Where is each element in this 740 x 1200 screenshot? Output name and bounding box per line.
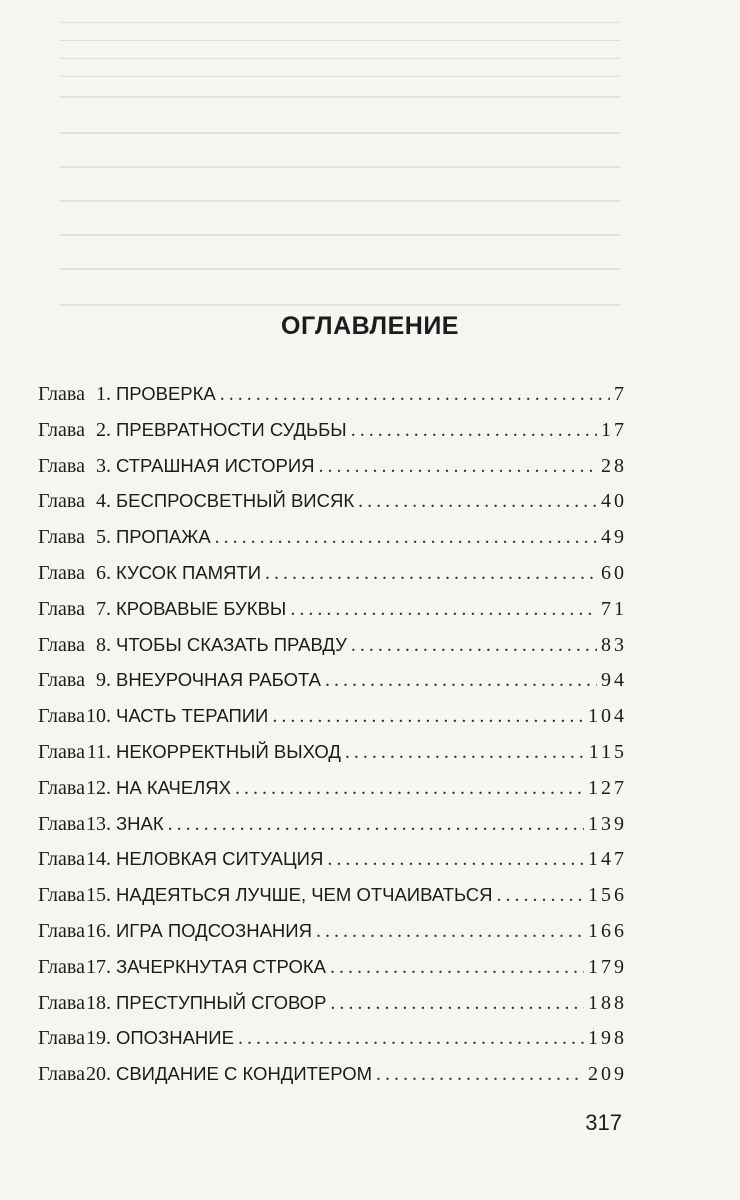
toc-entry xyxy=(38,734,627,770)
dot-leader xyxy=(168,807,584,843)
table-of-contents xyxy=(38,376,627,1092)
chapter-page: 60 xyxy=(601,561,627,584)
chapter-number: 13. xyxy=(85,812,111,835)
dot-leader xyxy=(325,663,597,699)
chapter-number: 6. xyxy=(95,561,111,584)
chapter-prefix: Глава xyxy=(38,705,85,728)
chapter-title: ОПОЗНАНИЕ xyxy=(115,1027,234,1049)
toc-entry xyxy=(38,627,627,663)
chapter-title: КУСОК ПАМЯТИ xyxy=(115,561,261,583)
dot-leader xyxy=(351,628,597,664)
chapter-number: 7. xyxy=(95,597,111,620)
dot-leader xyxy=(358,484,597,520)
chapter-page: 179 xyxy=(588,955,627,978)
chapter-title: ЗНАК xyxy=(115,812,164,834)
toc-entry xyxy=(38,985,627,1021)
chapter-page: 115 xyxy=(588,740,627,763)
chapter-number: 19. xyxy=(85,1027,111,1050)
contents-heading: ОГЛАВЛЕНИЕ xyxy=(281,312,459,340)
chapter-title: ВНЕУРОЧНАЯ РАБОТА xyxy=(115,669,322,691)
chapter-page: 17 xyxy=(601,418,627,441)
toc-entry xyxy=(38,913,627,949)
chapter-number: 12. xyxy=(85,776,111,799)
dot-leader xyxy=(319,449,597,485)
chapter-page: 40 xyxy=(601,490,627,513)
chapter-number: 4. xyxy=(95,490,111,513)
chapter-number: 9. xyxy=(95,669,111,692)
toc-entry xyxy=(38,555,627,591)
chapter-page: 28 xyxy=(601,454,627,477)
dot-leader xyxy=(376,1057,584,1093)
toc-entry xyxy=(38,483,627,519)
toc-entry xyxy=(38,412,627,448)
chapter-number: 17. xyxy=(85,955,111,978)
toc-entry xyxy=(38,806,627,842)
toc-entry xyxy=(38,662,627,698)
chapter-prefix: Глава xyxy=(38,490,85,513)
chapter-number: 16. xyxy=(85,919,111,942)
chapter-title: СТРАШНАЯ ИСТОРИЯ xyxy=(115,454,315,476)
dot-leader xyxy=(238,1021,584,1057)
chapter-page: 49 xyxy=(601,526,627,549)
chapter-number: 14. xyxy=(85,848,111,871)
chapter-prefix: Глава xyxy=(38,884,85,907)
chapter-prefix: Глава xyxy=(38,597,85,620)
chapter-number: 18. xyxy=(85,991,111,1014)
chapter-prefix: Глава xyxy=(38,848,85,871)
dot-leader xyxy=(272,699,584,735)
toc-entry xyxy=(38,949,627,985)
dot-leader xyxy=(327,842,584,878)
chapter-number: 1. xyxy=(95,383,111,405)
chapter-page: 209 xyxy=(588,1063,627,1086)
chapter-title: ЧАСТЬ ТЕРАПИИ xyxy=(115,705,269,727)
dot-leader xyxy=(265,556,597,592)
chapter-title: НА КАЧЕЛЯХ xyxy=(115,776,232,798)
chapter-number: 15. xyxy=(85,884,111,907)
dot-leader xyxy=(290,592,597,628)
toc-entry xyxy=(38,841,627,877)
toc-entry xyxy=(38,591,627,627)
chapter-prefix: Глава xyxy=(38,776,85,799)
chapter-number: 10. xyxy=(85,705,111,728)
chapter-page: 7 xyxy=(614,383,627,405)
dot-leader xyxy=(235,771,584,807)
chapter-prefix: Глава xyxy=(38,383,85,405)
dot-leader xyxy=(316,914,584,950)
dot-leader xyxy=(330,986,584,1022)
chapter-page: 83 xyxy=(601,633,627,656)
chapter-title: СВИДАНИЕ С КОНДИТЕРОМ xyxy=(115,1063,373,1085)
toc-entry xyxy=(38,1020,627,1056)
chapter-title: ПРОВЕРКА xyxy=(115,383,216,404)
toc-entry xyxy=(38,770,627,806)
chapter-prefix: Глава xyxy=(38,1063,85,1086)
chapter-page: 104 xyxy=(588,705,627,728)
chapter-page: 127 xyxy=(588,776,627,799)
toc-entry xyxy=(38,519,627,555)
chapter-title: НЕЛОВКАЯ СИТУАЦИЯ xyxy=(115,848,324,870)
dot-leader xyxy=(215,520,597,556)
chapter-prefix: Глава xyxy=(38,955,85,978)
chapter-page: 71 xyxy=(601,597,627,620)
chapter-prefix: Глава xyxy=(38,418,85,441)
chapter-title: ЗАЧЕРКНУТАЯ СТРОКА xyxy=(115,955,326,977)
chapter-prefix: Глава xyxy=(38,991,85,1014)
dot-leader xyxy=(345,735,585,771)
chapter-prefix: Глава xyxy=(38,454,85,477)
chapter-title: НЕКОРРЕКТНЫЙ ВЫХОД xyxy=(115,740,341,762)
toc-entry xyxy=(38,698,627,734)
chapter-page: 139 xyxy=(588,812,627,835)
toc-entry xyxy=(38,1056,627,1092)
chapter-title: ЧТОБЫ СКАЗАТЬ ПРАВДУ xyxy=(115,633,347,655)
chapter-title: КРОВАВЫЕ БУКВЫ xyxy=(115,597,287,619)
chapter-prefix: Глава xyxy=(38,669,85,692)
chapter-page: 188 xyxy=(588,991,627,1014)
chapter-prefix: Глава xyxy=(38,1027,85,1050)
chapter-title: НАДЕЯТЬСЯ ЛУЧШЕ, ЧЕМ ОТЧАИВАТЬСЯ xyxy=(115,884,493,906)
chapter-page: 147 xyxy=(588,848,627,871)
chapter-title: ИГРА ПОДСОЗНАНИЯ xyxy=(115,919,312,941)
chapter-page: 156 xyxy=(588,884,627,907)
chapter-number: 8. xyxy=(95,633,111,656)
chapter-title: ПРОПАЖА xyxy=(115,526,211,548)
chapter-prefix: Глава xyxy=(38,561,85,584)
chapter-prefix: Глава xyxy=(38,919,85,942)
toc-entry xyxy=(38,376,627,412)
chapter-page: 198 xyxy=(588,1027,627,1050)
dot-leader xyxy=(330,950,584,986)
chapter-title: ПРЕВРАТНОСТИ СУДЬБЫ xyxy=(115,418,347,440)
chapter-prefix: Глава xyxy=(38,740,85,763)
chapter-page: 166 xyxy=(588,919,627,942)
chapter-prefix: Глава xyxy=(38,526,85,549)
chapter-prefix: Глава xyxy=(38,633,85,656)
toc-entry xyxy=(38,448,627,484)
chapter-number: 2. xyxy=(95,418,111,441)
toc-entry xyxy=(38,877,627,913)
chapter-number: 3. xyxy=(95,454,111,477)
chapter-page: 94 xyxy=(601,669,627,692)
chapter-number: 20. xyxy=(85,1063,111,1086)
chapter-title: ПРЕСТУПНЫЙ СГОВОР xyxy=(115,991,327,1013)
chapter-title: БЕСПРОСВЕТНЫЙ ВИСЯК xyxy=(115,490,355,512)
dot-leader xyxy=(496,878,584,914)
chapter-prefix: Глава xyxy=(38,812,85,835)
dot-leader xyxy=(351,413,597,449)
chapter-number: 5. xyxy=(95,526,111,549)
page-number: 317 xyxy=(585,1110,622,1135)
dot-leader xyxy=(220,377,610,413)
chapter-number: 11. xyxy=(86,740,111,763)
